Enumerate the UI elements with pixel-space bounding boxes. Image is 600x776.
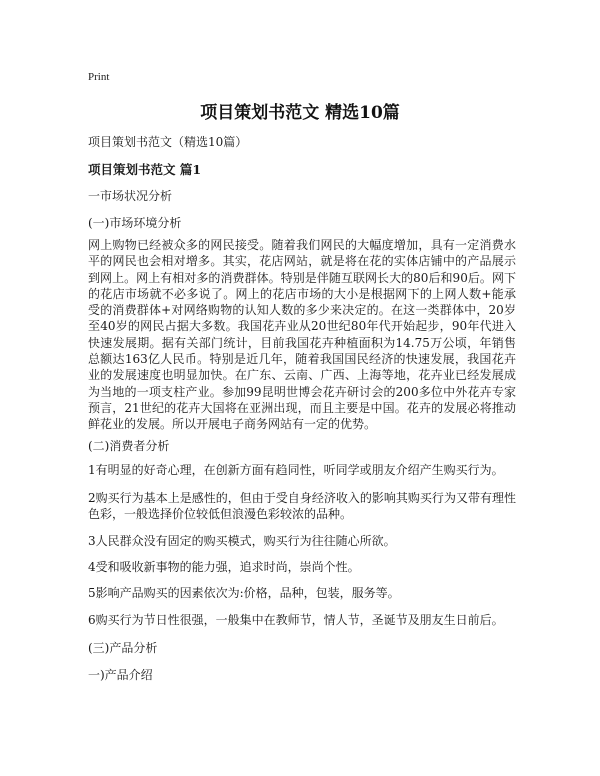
consumer-item-6: 6购买行为节日性很强，一般集中在教师节，情人节，圣诞节及朋友生日前后。	[88, 613, 504, 627]
document-title: 项目策划书范文 精选10篇	[200, 103, 400, 123]
section-product-intro: 一)产品介绍	[88, 668, 153, 682]
consumer-item-1: 1有明显的好奇心理，在创新方面有趋同性，听同学或朋友介绍产生购买行为。	[88, 463, 504, 477]
section-product-analysis: (三)产品分析	[88, 641, 158, 655]
consumer-item-5: 5影响产品购买的因素依次为:价格，品种，包装，服务等。	[88, 586, 400, 600]
document-subtitle: 项目策划书范文（精选10篇）	[88, 135, 248, 149]
print-label[interactable]: Print	[88, 71, 110, 83]
section-market-status: 一市场状况分析	[88, 189, 173, 203]
section-consumer-analysis: (二)消费者分析	[88, 439, 170, 453]
consumer-item-2: 2购买行为基本上是感性的，但由于受自身经济收入的影响其购买行为又带有理性色彩，一般选择价位较低但浪漫色彩较浓的品种。	[88, 491, 516, 522]
section-market-environment: (一)市场环境分析	[88, 216, 182, 230]
consumer-item-4: 4受和吸收新事物的能力强，追求时尚，崇尚个性。	[88, 560, 360, 574]
paragraph-market-environment: 网上购物已经被众多的网民接受。随着我们网民的大幅度增加，具有一定消费水平的网民也会相对增多。其实，花店网站，就是将在花的实体店铺中的产品展示到网上。网上有相对多的消费群体。特别是伴随互联网长大的80后和90后。网下的花店市场就不必多说了。网上的花店市场的大小是根据网下的上网人数+能承受的消费群体+对网络购物的认知人数的多少来决定的。在这一类群体中，20岁至40岁的网民占据大多数。我国花卉业从20世纪80年代开始起步，90年代进入快速发展期。据有关部门统计，目前我国花卉种植面积为14.75万公顷，年销售总额达163亿人民币。特别是近几年，随着我国国民经济的快速发展，我国花卉业的发展速度也明显加快。在广东、云南、广西、上海等地，花卉业已经发展成为当地的一项支柱产业。参加99昆明世博会花卉研讨会的200多位中外花卉专家预言，21世纪的花卉大国将在亚洲出现，而且主要是中国。花卉的发展必将推动鲜花业的发展。所以开展电子商务网站有一定的优势。	[88, 238, 516, 432]
heading-plan-1: 项目策划书范文 篇1	[88, 162, 202, 177]
consumer-item-3: 3人民群众没有固定的购买模式，购买行为往往随心所欲。	[88, 534, 396, 548]
